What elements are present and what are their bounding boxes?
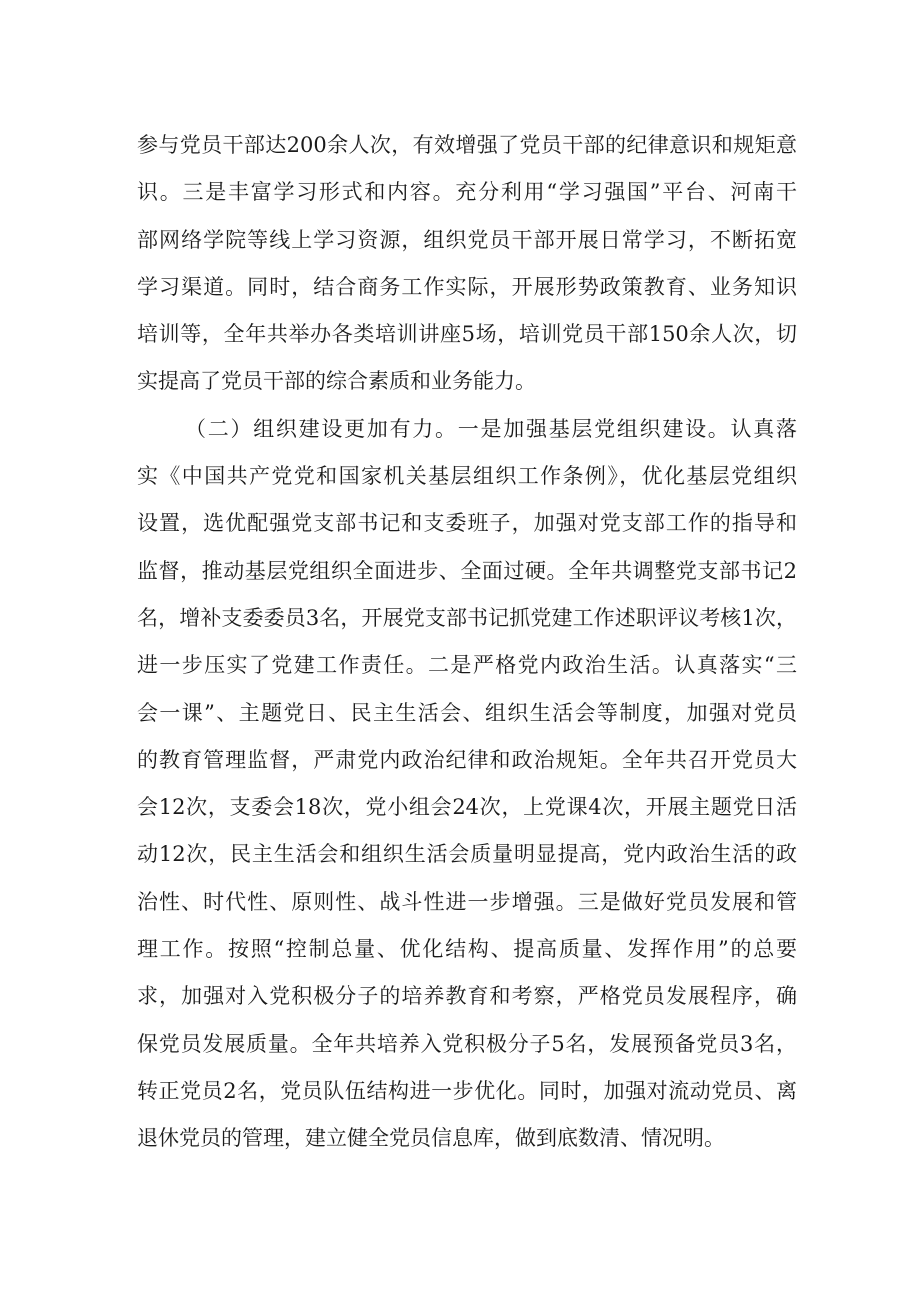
text-line: 求，加强对入党积极分子的培养教育和考察，严格党员发展程序，确 [137, 984, 797, 1009]
text-line: 名，增补支委委员3名，开展党支部书记抓党建工作述职评议考核1次， [137, 605, 797, 630]
text-line: 会12次，支委会18次，党小组会24次，上党课4次，开展主题党日活 [137, 795, 797, 820]
text-line: 学习渠道。同时，结合商务工作实际，开展形势政策教育、业务知识 [137, 274, 797, 299]
text-line: 动12次，民主生活会和组织生活会质量明显提高，党内政治生活的政 [137, 842, 797, 867]
text-line: 的教育管理监督，严肃党内政治纪律和政治规矩。全年共召开党员大 [137, 747, 797, 772]
text-line: 会一课”、主题党日、民主生活会、组织生活会等制度，加强对党员 [137, 700, 797, 725]
text-line: 实提高了党员干部的综合素质和业务能力。 [137, 369, 536, 394]
text-line: 参与党员干部达200余人次，有效增强了党员干部的纪律意识和规矩意 [137, 133, 797, 157]
text-line: 进一步压实了党建工作责任。二是严格党内政治生活。认真落实“三 [137, 653, 797, 678]
text-line: 转正党员2名，党员队伍结构进一步优化。同时，加强对流动党员、离 [137, 1078, 797, 1103]
body-text [137, 122, 797, 1163]
text-line: 保党员发展质量。全年共培养入党积极分子5名，发展预备党员3名， [137, 1031, 797, 1056]
text-line: 退休党员的管理，建立健全党员信息库，做到底数清、情况明。 [137, 1126, 725, 1151]
text-line: 监督，推动基层党组织全面进步、全面过硬。全年共调整党支部书记2 [137, 558, 797, 583]
text-line: 识。三是丰富学习形式和内容。充分利用“学习强国”平台、河南干 [137, 180, 797, 205]
text-line: 培训等，全年共举办各类培训讲座5场，培训党员干部150余人次，切 [137, 322, 797, 347]
text-line: 治性、时代性、原则性、战斗性进一步增强。三是做好党员发展和管 [137, 889, 797, 914]
text-line: 设置，选优配强党支部书记和支委班子，加强对党支部工作的指导和 [137, 511, 797, 536]
text-line: 实《中国共产党党和国家机关基层组织工作条例》，优化基层党组织 [137, 464, 797, 489]
text-line: 部网络学院等线上学习资源，组织党员干部开展日常学习，不断拓宽 [137, 227, 797, 252]
section-heading-line: （二）组织建设更加有力。一是加强基层党组织建设。认真落 [185, 416, 797, 441]
text-line: 理工作。按照“控制总量、优化结构、提高质量、发挥作用”的总要 [137, 937, 797, 962]
